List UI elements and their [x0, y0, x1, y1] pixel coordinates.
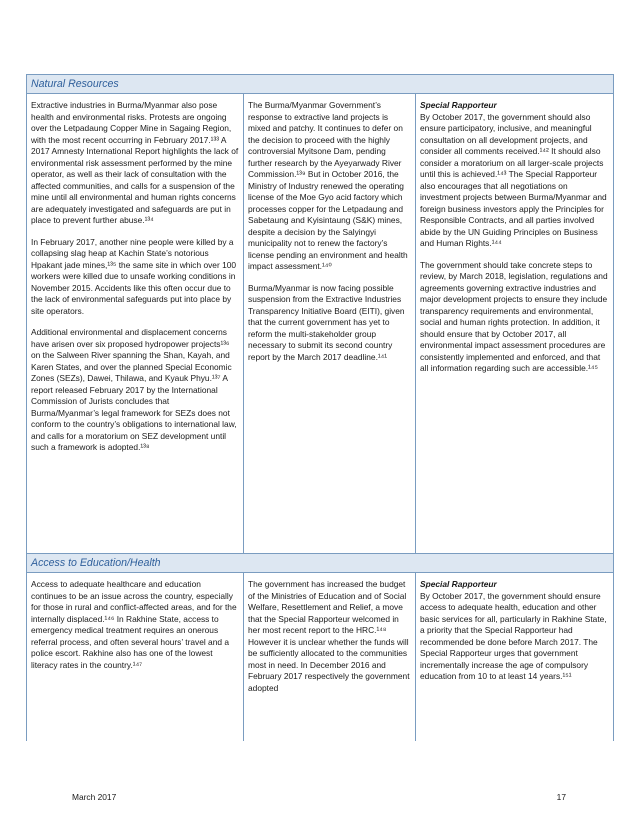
paragraph: By October 2017, the government should also ensure participatory, inclusive, and meaningful consultation on all development projects, and consider all comments received.¹⁴² It should also consider a moratorium on all larger-scale projects until this is achieved.¹⁴³ The Special Rapporteur also encourages that all negotiations on investment projects between Burma/Myanmar and foreign business investors apply the Principles for Responsible Contracts, and all parties involved abide by the UN Guiding Principles on Business and Human Rights.¹⁴⁴ — [420, 111, 607, 248]
recommendations-column — [416, 94, 613, 553]
rapporteur-label: Special Rapporteur — [420, 579, 497, 589]
situation-column — [27, 94, 244, 553]
paragraph: By October 2017, the government should ensure access to adequate health, education and other basic services for all, particularly in Rakhine State, a priority that the Special Rapporteur had recommended be done before March 2017. The Special Rapporteur urges that government incrementally increase the age of compulsory education from 10 to at least 14 years.¹⁵¹ — [420, 590, 607, 681]
recommendations-column — [416, 573, 613, 741]
situation-column — [27, 573, 244, 741]
page-number: 17 — [556, 792, 566, 802]
section-title: Natural Resources — [27, 75, 613, 94]
paragraph: Additional environmental and displacement concerns have arisen over six proposed hydropower projects¹³⁶ on the Salween River spanning the Shan, Kayah, and Karen States, and over the planned Special Economic Zones (SEZs), Dawei, Thilawa, and Kyauk Phyu.¹³⁷ A report released February 2017 by the International Commission of Jurists concludes that Burma/Myanmar’s legal framework for SEZs does not conform to the country’s obligations to international law, and calls for a moratorium on SEZ development until such a framework is adopted.¹³⁸ — [31, 327, 237, 452]
section-row — [27, 573, 613, 741]
paragraph: Burma/Myanmar is now facing possible suspension from the Extractive Industries Transparency Initiative Board (EITI), given that the current government has yet to reform the multi-stakeholder group necessary to submit its second country report by the March 2017 deadline.¹⁴¹ — [248, 282, 405, 362]
paragraph: In February 2017, another nine people were killed by a collapsing slag heap at Kachin State’s notorious Hpakant jade mines,¹³⁵ the same site in which over 100 workers were killed due to unsafe working conditions in November 2015. Accidents like this often occur due to the lack of environmental safeguards put into place by site operators. — [31, 236, 237, 316]
footer-date: March 2017 — [72, 792, 117, 802]
government-response-column — [244, 94, 416, 553]
section-title: Access to Education/Health — [27, 554, 613, 573]
government-response-column — [244, 573, 416, 741]
rapporteur-label: Special Rapporteur — [420, 100, 497, 110]
paragraph: Access to adequate healthcare and education continues to be an issue across the country, especially for those in rural and conflict-affected areas, and for the internally displaced.¹⁴⁶ In Rakhine State, access to emergency medical treatment requires an onerous referral process, and often several hours’ travel and a police escort. Rakhine also has one of the lowest literacy rates in the country.¹⁴⁷ — [31, 579, 237, 670]
paragraph: The government has increased the budget of the Ministries of Education and of Social Welfare, Resettlement and Relief, a move that the Special Rapporteur welcomed in her most recent report to the HRC.¹⁴⁸ However it is unclear whether the funds will be sufficiently allocated to the communities most in need. In December 2016 and February 2017 respectively the government adopted — [248, 579, 410, 693]
section-row — [27, 94, 613, 554]
paragraph: The government should take concrete steps to review, by March 2018, legislation, regulations and agreements governing extractive industries and major development projects to ensure they include transparency requirements and environmental, social and human rights protection. In addition, it should ensure that by October 2017, all environmental impact assessment procedures are consistently implemented and enforced, and that all information regarding such are accessible.¹⁴⁵ — [420, 259, 608, 373]
paragraph: Extractive industries in Burma/Myanmar also pose health and environmental risks. Protests are ongoing over the Letpadaung Copper Mine in Sagaing Region, with the most recent occurring in February 2017.¹³³ A 2017 Amnesty International Report highlights the lack of environmental risk assessment performed by the mine operator, as well as their lack of consultation with the affected communities, and calls for a suspension of the mine until all environmental and human rights concerns are adequately investigated and safeguards are put in place to prevent further abuse.¹³⁴ — [31, 100, 239, 225]
paragraph: The Burma/Myanmar Government’s response to extractive land projects is mixed and patchy. It continues to defer on the decision to proceed with the highly controversial Myitsone Dam, pending further research by the Ayeyarwady River Commission.¹³⁹ But in October 2016, the Ministry of Industry renewed the operating license of the Moe Gyo acid factory which processes copper for the Letpadaung and Sabetaung and Kyisintaung (S&K) mines, despite a decision by the Salyingyi municipality not to renew the factory’s license pending an environment and health impact assessment.¹⁴⁰ — [248, 100, 408, 271]
recommendations-table — [26, 74, 614, 741]
